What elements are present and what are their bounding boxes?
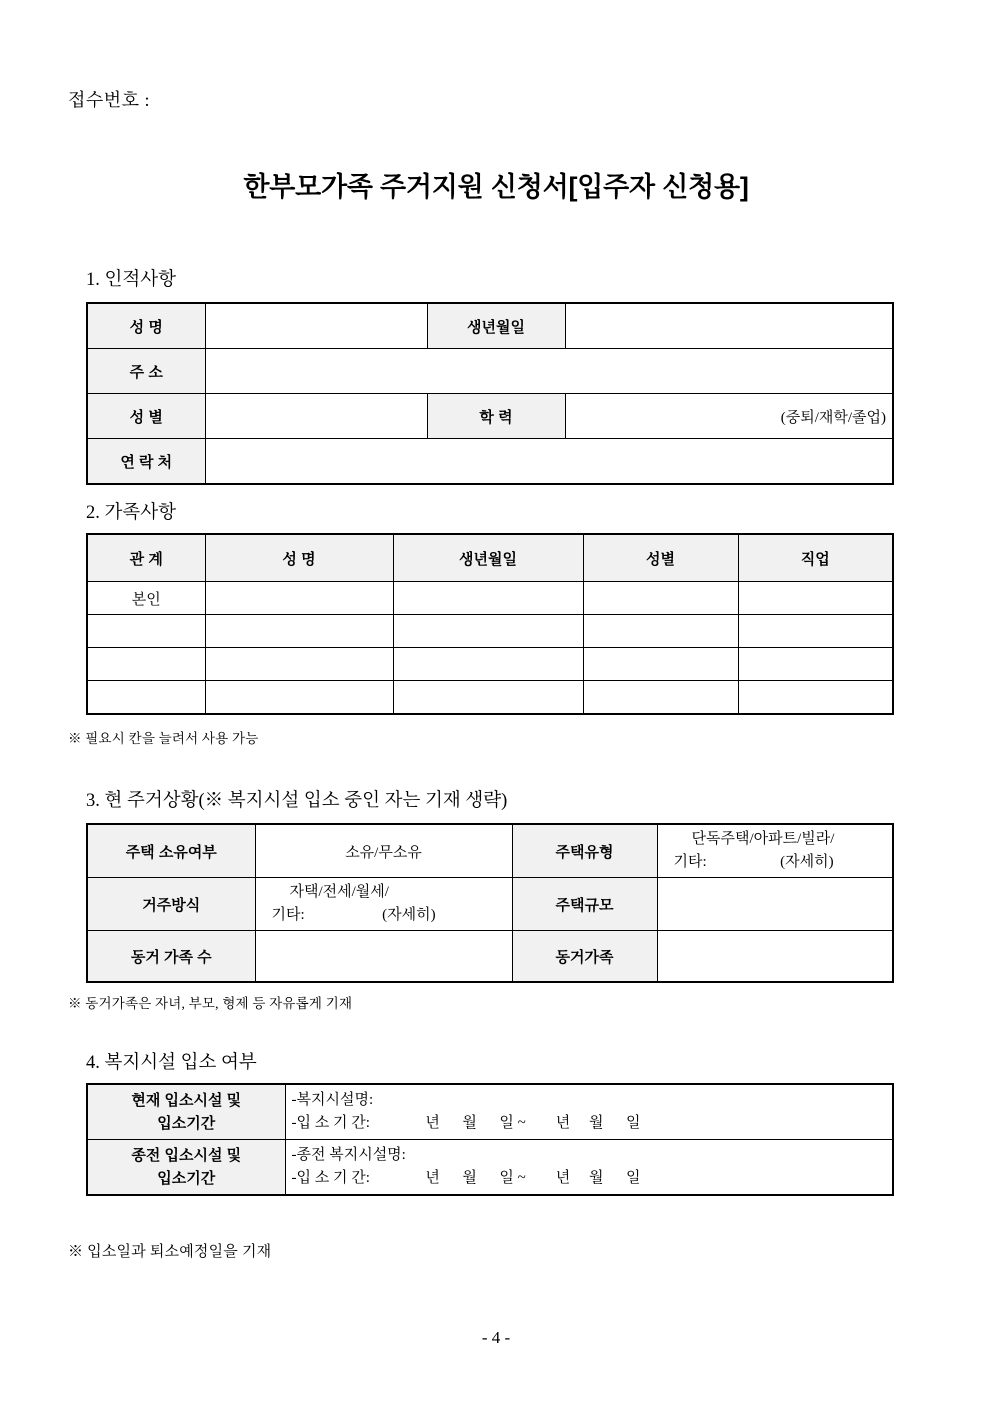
field-current-facility[interactable]: [285, 1084, 893, 1140]
cell-name[interactable]: [205, 582, 393, 615]
previous-facility-period-row: [292, 1167, 887, 1190]
residence-mode-other-hint: (자세히): [382, 907, 436, 923]
column-header-birthdate: 생년월일: [393, 534, 583, 582]
page-number: - 4 -: [481, 1328, 511, 1347]
table-row: [87, 824, 893, 878]
residence-mode-other-label: 기타:: [271, 907, 305, 923]
column-header-name: 성 명: [205, 534, 393, 582]
section-4-note: ※ 입소일과 퇴소예정일을 기재: [68, 1244, 272, 1260]
cell-gender[interactable]: [583, 615, 738, 648]
field-contact[interactable]: [205, 439, 893, 485]
cell-birthdate[interactable]: [393, 648, 583, 681]
field-housing-size[interactable]: [657, 878, 893, 931]
current-facility-name-label: -복지시설명:: [291, 1091, 374, 1108]
field-cohabitant-count[interactable]: [255, 931, 512, 983]
label-home-ownership: 주택 소유여부: [87, 824, 255, 878]
field-gender[interactable]: [205, 394, 427, 439]
column-header-gender: 성별: [583, 534, 738, 582]
residence-mode-other-row: [262, 904, 506, 927]
table-row: [87, 303, 893, 349]
housing-type-other-label: 기타:: [673, 854, 707, 870]
table-header-row: [87, 534, 893, 582]
label-current-facility: [87, 1084, 285, 1140]
personal-info-table: [86, 302, 894, 485]
label-current-facility-line2: 입소기간: [157, 1115, 216, 1132]
table-row: [87, 931, 893, 983]
section-1-heading: 1. 인적사항: [86, 270, 176, 290]
table-row: [87, 648, 893, 681]
label-previous-facility: [87, 1140, 285, 1196]
label-current-facility-line1: 현재 입소시설 및: [131, 1091, 242, 1109]
cell-birthdate[interactable]: [393, 582, 583, 615]
table-row: [87, 878, 893, 931]
field-address[interactable]: [205, 349, 893, 394]
label-previous-facility-line1: 종전 입소시설 및: [131, 1146, 242, 1164]
field-residence-mode[interactable]: [255, 878, 512, 931]
cell-relation[interactable]: 본인: [87, 582, 205, 615]
field-cohabitants[interactable]: [657, 931, 893, 983]
field-previous-facility[interactable]: [285, 1140, 893, 1196]
field-housing-type[interactable]: [657, 824, 893, 878]
section-4-heading: 4. 복지시설 입소 여부: [86, 1053, 257, 1073]
cell-relation[interactable]: [87, 681, 205, 715]
section-3-note: ※ 동거가족은 자녀, 부모, 형제 등 자유롭게 기재: [68, 996, 353, 1011]
table-row: [87, 439, 893, 485]
current-facility-period-date: 년 월 일 ~ 년 월 일: [425, 1115, 641, 1131]
label-name: 성 명: [87, 303, 205, 349]
table-row: [87, 582, 893, 615]
housing-status-table: [86, 823, 894, 983]
family-info-table: [86, 533, 894, 715]
cell-gender[interactable]: [583, 681, 738, 715]
label-previous-facility-line2: 입소기간: [157, 1170, 216, 1187]
column-header-relation: 관 계: [87, 534, 205, 582]
cell-job[interactable]: [738, 648, 893, 681]
label-housing-size: 주택규모: [512, 878, 657, 931]
cell-birthdate[interactable]: [393, 615, 583, 648]
label-residence-mode: 거주방식: [87, 878, 255, 931]
section-3-heading: 3. 현 주거상황(※ 복지시설 입소 중인 자는 기재 생략): [86, 791, 508, 811]
document-title: 한부모가족 주거지원 신청서[입주자 신청용]: [243, 172, 749, 202]
cell-gender[interactable]: [583, 582, 738, 615]
receipt-number-label: 접수번호 :: [68, 90, 151, 110]
label-education: 학 력: [427, 394, 565, 439]
cell-name[interactable]: [205, 681, 393, 715]
section-2-heading: 2. 가족사항: [86, 503, 176, 523]
residence-mode-options: 자택/전세/월세/: [289, 883, 389, 900]
table-row: [87, 349, 893, 394]
housing-type-other-row: [664, 851, 887, 874]
field-name[interactable]: [205, 303, 427, 349]
table-row: [87, 394, 893, 439]
table-row: [87, 681, 893, 715]
field-birthdate[interactable]: [565, 303, 893, 349]
cell-job[interactable]: [738, 681, 893, 715]
table-row: [87, 615, 893, 648]
housing-type-other-hint: (자세히): [780, 854, 834, 870]
cell-name[interactable]: [205, 648, 393, 681]
label-housing-type: 주택유형: [512, 824, 657, 878]
cell-job[interactable]: [738, 615, 893, 648]
label-contact: 연 락 처: [87, 439, 205, 485]
previous-facility-period-date: 년 월 일 ~ 년 월 일: [425, 1170, 641, 1186]
label-address: 주 소: [87, 349, 205, 394]
label-gender: 성 별: [87, 394, 205, 439]
current-facility-period-row: [292, 1112, 887, 1135]
label-birthdate: 생년월일: [427, 303, 565, 349]
current-facility-period-label: -입 소 기 간:: [291, 1115, 370, 1131]
field-education[interactable]: (중퇴/재학/졸업): [565, 394, 893, 439]
cell-relation[interactable]: [87, 648, 205, 681]
cell-job[interactable]: [738, 582, 893, 615]
field-home-ownership[interactable]: 소유/무소유: [255, 824, 512, 878]
label-cohabitant-count: 동거 가족 수: [87, 931, 255, 983]
table-row: [87, 1084, 893, 1140]
label-cohabitants: 동거가족: [512, 931, 657, 983]
previous-facility-name-label: -종전 복지시설명:: [291, 1146, 406, 1163]
welfare-facility-table: [86, 1083, 894, 1196]
previous-facility-period-label: -입 소 기 간:: [291, 1170, 370, 1186]
column-header-job: 직업: [738, 534, 893, 582]
section-2-note: ※ 필요시 칸을 늘려서 사용 가능: [68, 731, 259, 746]
housing-type-options: 단독주택/아파트/빌라/: [691, 830, 835, 847]
cell-birthdate[interactable]: [393, 681, 583, 715]
cell-relation[interactable]: [87, 615, 205, 648]
table-row: [87, 1140, 893, 1196]
cell-name[interactable]: [205, 615, 393, 648]
cell-gender[interactable]: [583, 648, 738, 681]
